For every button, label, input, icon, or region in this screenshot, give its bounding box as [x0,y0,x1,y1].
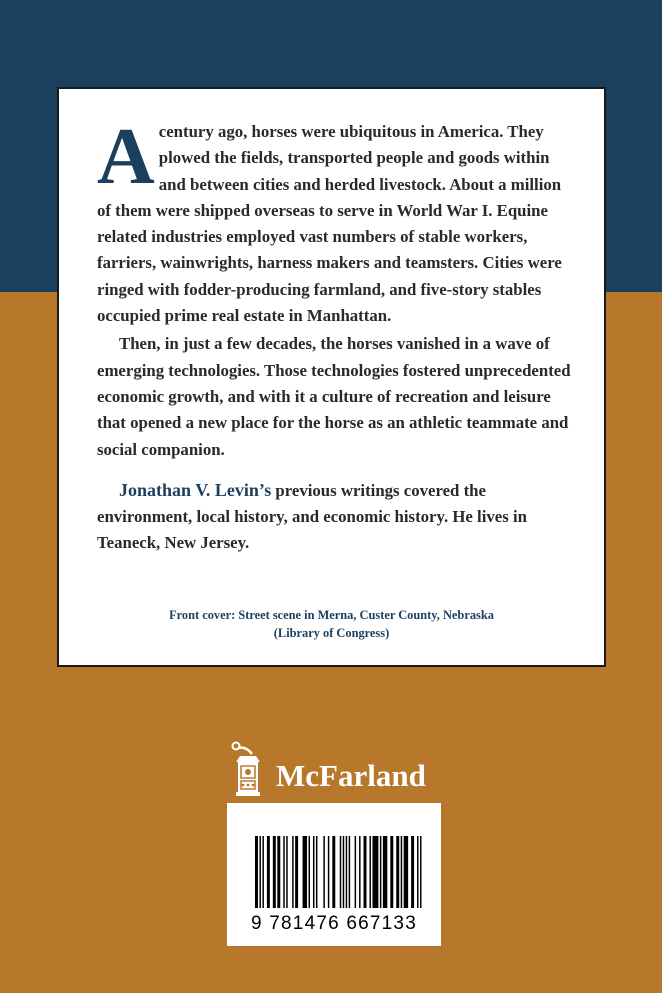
barcode-bar [283,836,284,908]
barcode-bar [369,836,370,908]
barcode-bar [323,836,324,908]
barcode-bar [332,836,335,908]
barcode-bar [259,836,260,908]
barcode-bar [396,836,399,908]
barcode-bar [411,836,414,908]
author-name: Jonathan V. Levin’s [119,479,272,500]
author-bio-text: previous writings covered the environment, local history, and economic history. He lives in Teaneck, New Jersey. [97,480,527,553]
isbn-digits: 9 781476 667133 [251,913,417,934]
barcode-bar [417,836,418,908]
barcode-bar [273,836,276,908]
barcode-bar [262,836,263,908]
blurb-panel [57,87,606,667]
barcode-bar [303,836,307,908]
barcode-bar [340,836,341,908]
barcode-bar [292,836,293,908]
barcode-bar [404,836,408,908]
barcode-bar [420,836,421,908]
author-bio [97,477,573,557]
barcode-bar [372,836,378,908]
barcode-bar [383,836,387,908]
barcode-bar [277,836,280,908]
barcode-bar [267,836,270,908]
barcode-bar [346,836,347,908]
barcode-bar [313,836,314,908]
cover-credit-line-2: (Library of Congress) [273,626,390,640]
blurb-paragraph-2: Then, in just a few decades, the horses vanished in a wave of emerging technologies. Those technologies fostered unprecedented economic growth, and with it a culture of recreation and leisure that opened a new place for the horse as an athletic teammate and social companion. [97,334,571,459]
barcode-bar [286,836,287,908]
blurb-paragraph-1-text: century ago, horses were ubiquitous in America. They plowed the fields, transported people and goods within and between cities and herded livestock. About a million of them were shipped overseas to serve in World War I. Equine related industries employed vast numbers of stable workers, farriers, wainwrights, harness makers and teamsters. Cities were ringed with fodder-producing farmland, and five-story stables occupied prime real estate in Manhattan. [97,122,562,326]
barcode-bars [255,836,423,916]
blurb-paragraph-1 [97,113,573,329]
barcode-bar [328,836,329,908]
barcode-bar [255,836,258,908]
barcode-bar [380,836,381,908]
publisher-name: McFarland [276,758,426,793]
blurb-text [97,113,573,557]
barcode-bar [401,836,402,908]
cover-credit-line-1: Front cover: Street scene in Merna, Custer County, Nebraska [169,608,494,622]
barcode-bar [359,836,360,908]
lantern-icon [226,740,276,800]
drop-cap: A [97,113,155,201]
barcode-bar [349,836,350,908]
barcode-bar [343,836,344,908]
publisher-logo [226,740,466,800]
barcode-bar [309,836,310,908]
barcode-bar [295,836,298,908]
barcode-bar [355,836,356,908]
barcode-bar [390,836,393,908]
isbn-barcode [227,803,441,946]
barcode-bar [364,836,367,908]
cover-credit [59,606,604,642]
barcode-bar [316,836,317,908]
